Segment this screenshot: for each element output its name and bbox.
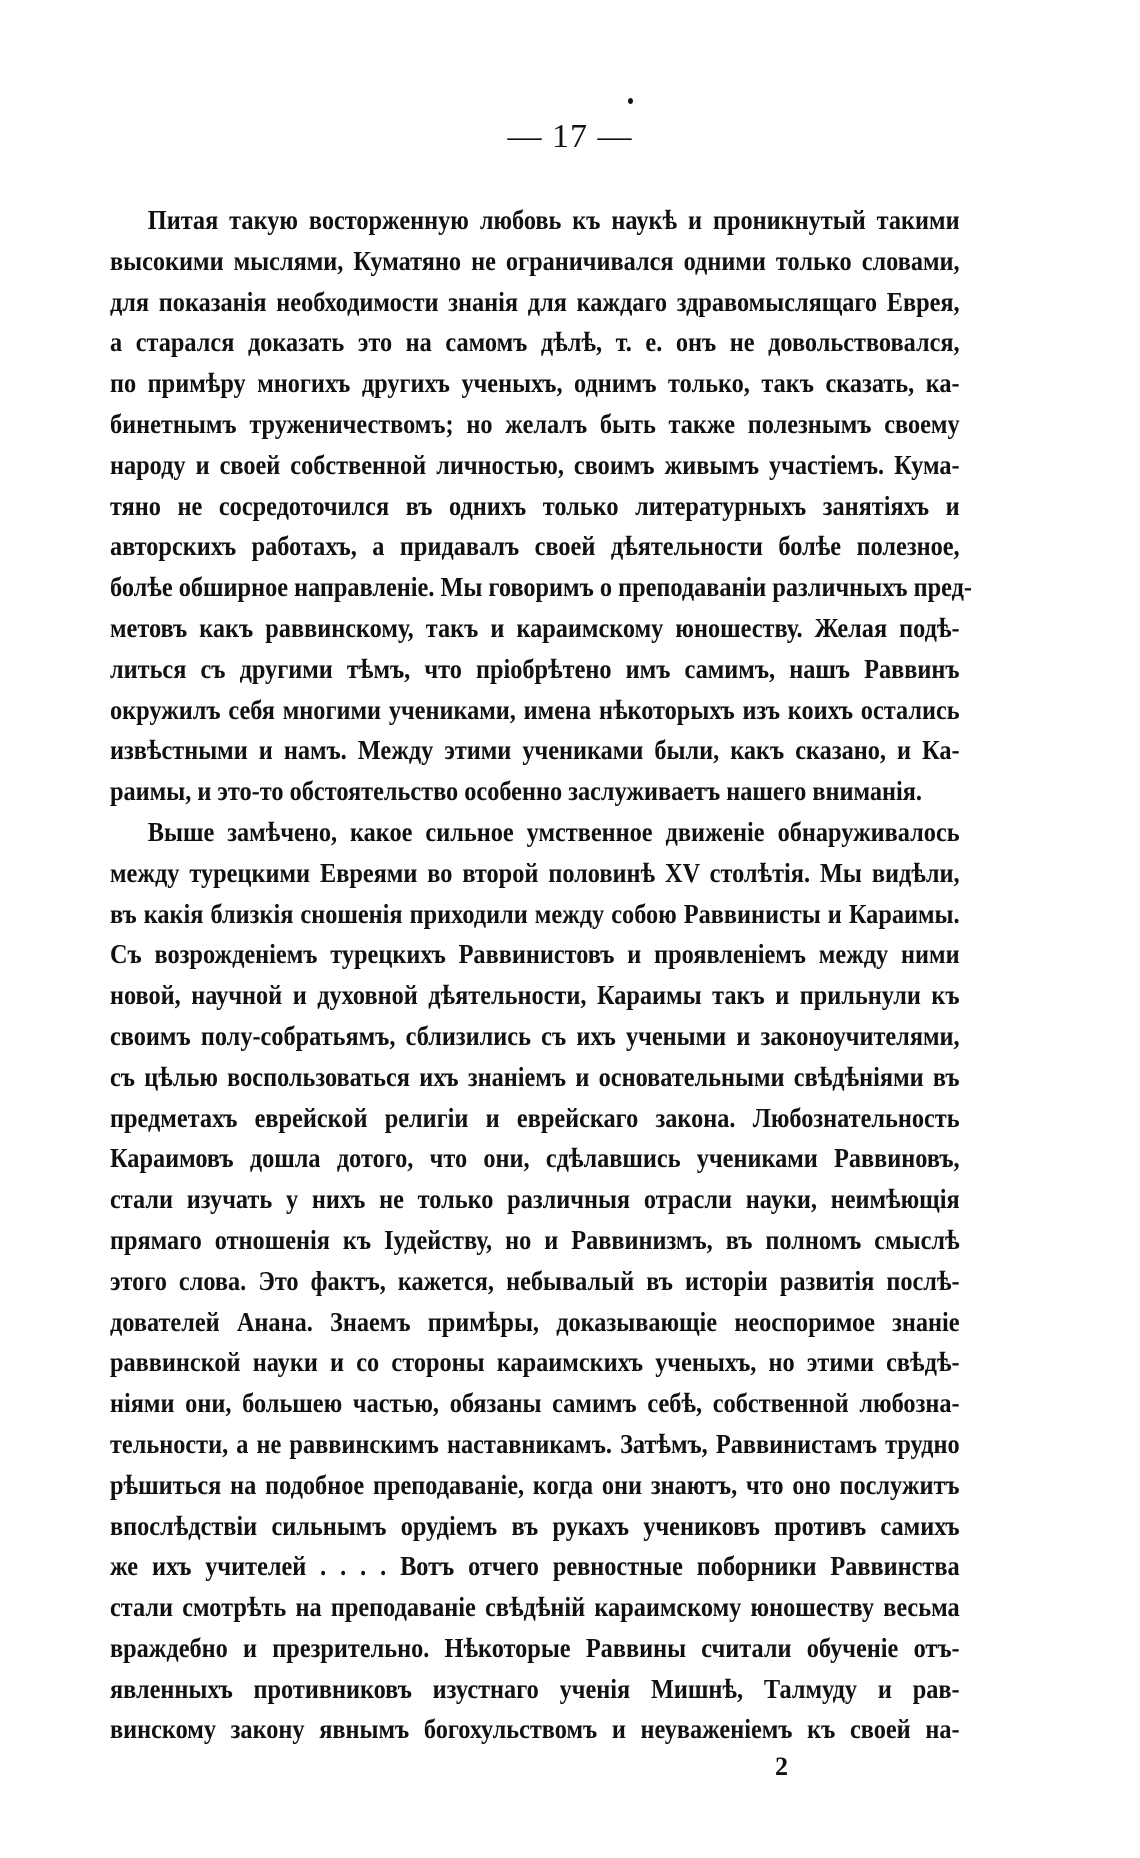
text-line: бинетнымъ труженичествомъ; но желалъ быть также полезнымъ своему xyxy=(110,408,960,439)
text-line: стали смотрѣть на преподаваніе свѣдѣній караимскому юношеству весьма xyxy=(110,1592,960,1623)
text-line: между турецкими Евреями во второй половинѣ XV столѣтія. Мы видѣли, xyxy=(110,857,960,888)
text-line: Съ возрожденіемъ турецкихъ Раввинистовъ и проявленіемъ между ними xyxy=(110,939,960,970)
signature-mark: 2 xyxy=(775,1752,788,1781)
paragraph-2 xyxy=(110,812,960,1750)
text-line: своимъ полу-собратьямъ, сблизились съ ихъ учеными и законоучителями, xyxy=(110,1020,960,1051)
body-text xyxy=(110,200,972,1750)
text-line: метовъ какъ раввинскому, такъ и караимскому юношеству. Желая подѣ- xyxy=(110,612,960,643)
text-line: авторскихъ работахъ, а придавалъ своей дѣятельности болѣе полезное, xyxy=(110,531,960,562)
text-line: по примѣру многихъ другихъ ученыхъ, однимъ только, такъ сказать, ка- xyxy=(110,368,960,399)
text-line: съ цѣлью воспользоваться ихъ знаніемъ и основательными свѣдѣніями въ xyxy=(110,1061,960,1092)
text-line: Караимовъ дошла дотого, что они, сдѣлавшись учениками Раввиновъ, xyxy=(110,1143,960,1174)
text-line: дователей Анана. Знаемъ примѣры, доказывающіе неоспоримое знаніе xyxy=(110,1306,960,1337)
page-number-header: — 17 — xyxy=(507,118,633,155)
text-line: въ какія близкія сношенія приходили между собою Раввинисты и Караимы. xyxy=(110,898,960,929)
text-line: для показанія необходимости знанія для каждаго здравомыслящаго Еврея, xyxy=(110,286,960,317)
text-line: рѣшиться на подобное преподаваніе, когда они знаютъ, что оно послужитъ xyxy=(110,1469,960,1500)
text-line: Выше замѣчено, какое сильное умственное движеніе обнаруживалось xyxy=(147,816,960,847)
text-line: этого слова. Это фактъ, кажется, небывалый въ исторіи развитія послѣ- xyxy=(110,1265,960,1296)
text-line: раввинской науки и со стороны караимскихъ ученыхъ, но этими свѣдѣ- xyxy=(110,1347,960,1378)
text-line: высокими мыслями, Куматяно не ограничивался одними только словами, xyxy=(110,245,960,276)
text-line: литься съ другими тѣмъ, что пріобрѣтено имъ самимъ, нашъ Раввинъ xyxy=(110,653,960,684)
text-line: предметахъ еврейской религіи и еврейскаго закона. Любознательность xyxy=(110,1102,960,1133)
text-line: тельности, а не раввинскимъ наставникамъ. Затѣмъ, Раввинистамъ трудно xyxy=(110,1428,960,1459)
text-line: новой, научной и духовной дѣятельности, Караимы такъ и прильнули къ xyxy=(110,980,960,1011)
text-line: окружилъ себя многими учениками, имена нѣкоторыхъ изъ коихъ остались xyxy=(110,694,960,725)
text-line: Питая такую восторженную любовь къ наукѣ и проникнутый такими xyxy=(147,205,960,235)
text-line: извѣстными и намъ. Между этими учениками были, какъ сказано, и Ка- xyxy=(110,735,960,766)
text-line: раимы, и это-то обстоятельство особенно заслуживаетъ нашего вниманія. xyxy=(110,776,922,807)
text-line: же ихъ учителей . . . . Вотъ отчего ревностные поборники Раввинства xyxy=(110,1551,960,1582)
text-line: явленныхъ противниковъ изустнаго ученія Мишнѣ, Талмуду и рав- xyxy=(110,1673,960,1704)
text-line: прямаго отношенія къ Іудейству, но и Раввинизмъ, въ полномъ смыслѣ xyxy=(110,1224,960,1255)
text-line: тяно не сосредоточился въ однихъ только литературныхъ занятіяхъ и xyxy=(110,490,960,521)
text-line: народу и своей собственной личностью, своимъ живымъ участіемъ. Кума- xyxy=(110,449,960,480)
ink-speck xyxy=(628,98,633,104)
text-line: болѣе обширное направленіе. Мы говоримъ о преподаваніи различныхъ пред- xyxy=(110,572,972,603)
text-line: а старался доказать это на самомъ дѣлѣ, т. е. онъ не довольствовался, xyxy=(110,327,960,358)
text-line: винскому закону явнымъ богохульствомъ и неуваженіемъ къ своей на- xyxy=(110,1714,960,1745)
text-line: стали изучать у нихъ не только различныя отрасли науки, неимѣющія xyxy=(110,1184,960,1215)
paragraph-1 xyxy=(110,200,972,812)
text-line: ніями они, большею частью, обязаны самимъ себѣ, собственной любозна- xyxy=(110,1388,960,1419)
text-line: враждебно и презрительно. Нѣкоторые Раввины считали обученіе отъ- xyxy=(110,1632,960,1663)
text-line: впослѣдствіи сильнымъ орудіемъ въ рукахъ учениковъ противъ самихъ xyxy=(110,1510,960,1541)
